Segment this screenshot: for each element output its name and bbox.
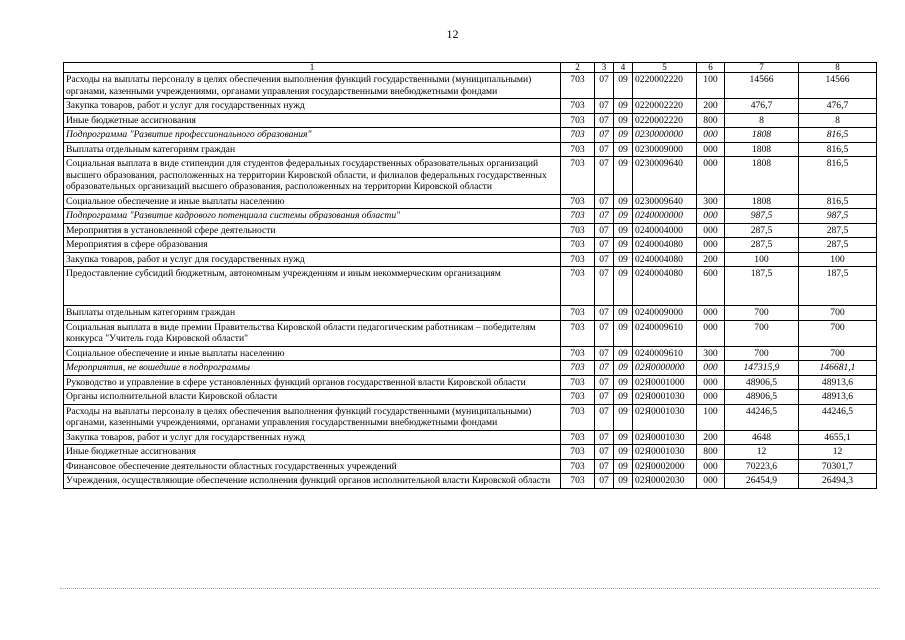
row-name-cell: Выплаты отдельным категориям граждан bbox=[64, 142, 561, 157]
ministry-code-cell: 703 bbox=[561, 157, 595, 195]
amount-year1-cell: 70223,6 bbox=[725, 459, 799, 474]
row-name-cell: Социальное обеспечение и иные выплаты населению bbox=[64, 346, 561, 361]
subsection-code-cell: 09 bbox=[614, 430, 633, 445]
table-row bbox=[64, 194, 877, 209]
target-article-cell: 0220002220 bbox=[633, 73, 697, 99]
amount-year2-cell: 700 bbox=[799, 306, 877, 321]
ministry-code-cell: 703 bbox=[561, 209, 595, 224]
table-row bbox=[64, 390, 877, 405]
expense-type-cell: 000 bbox=[697, 306, 725, 321]
target-article-cell: 0240004080 bbox=[633, 252, 697, 267]
target-article-cell: 0220002220 bbox=[633, 113, 697, 128]
table-row bbox=[64, 157, 877, 195]
amount-year2-cell: 48913,6 bbox=[799, 375, 877, 390]
table-row bbox=[64, 142, 877, 157]
amount-year2-cell: 4655,1 bbox=[799, 430, 877, 445]
header-cell: 1 bbox=[64, 63, 561, 73]
subsection-code-cell: 09 bbox=[614, 238, 633, 253]
header-cell: 3 bbox=[595, 63, 614, 73]
amount-year1-cell: 8 bbox=[725, 113, 799, 128]
amount-year1-cell: 700 bbox=[725, 346, 799, 361]
row-name-cell: Мероприятия в сфере образования bbox=[64, 238, 561, 253]
row-name-cell: Мероприятия, не вошедшие в подпрограммы bbox=[64, 361, 561, 376]
amount-year1-cell: 12 bbox=[725, 445, 799, 460]
target-article-cell: 0240009000 bbox=[633, 306, 697, 321]
row-name-cell: Мероприятия в установленной сфере деятельности bbox=[64, 223, 561, 238]
ministry-code-cell: 703 bbox=[561, 142, 595, 157]
target-article-cell: 02Я0001030 bbox=[633, 445, 697, 460]
row-name-cell: Расходы на выплаты персоналу в целях обеспечения выполнения функций государственными (муниципальными) органами, казенными учреждениями, органами управления государственными внебюджетными фондами bbox=[64, 73, 561, 99]
ministry-code-cell: 703 bbox=[561, 267, 595, 306]
subsection-code-cell: 09 bbox=[614, 361, 633, 376]
amount-year1-cell: 48906,5 bbox=[725, 390, 799, 405]
ministry-code-cell: 703 bbox=[561, 238, 595, 253]
amount-year2-cell: 44246,5 bbox=[799, 404, 877, 430]
target-article-cell: 0240009610 bbox=[633, 320, 697, 346]
subsection-code-cell: 09 bbox=[614, 474, 633, 489]
ministry-code-cell: 703 bbox=[561, 194, 595, 209]
section-code-cell: 07 bbox=[595, 390, 614, 405]
target-article-cell: 0240004080 bbox=[633, 238, 697, 253]
subsection-code-cell: 09 bbox=[614, 128, 633, 143]
target-article-cell: 0240000000 bbox=[633, 209, 697, 224]
table-row bbox=[64, 459, 877, 474]
row-name-cell: Закупка товаров, работ и услуг для государственных нужд bbox=[64, 99, 561, 114]
section-code-cell: 07 bbox=[595, 346, 614, 361]
expense-type-cell: 000 bbox=[697, 157, 725, 195]
amount-year1-cell: 987,5 bbox=[725, 209, 799, 224]
amount-year1-cell: 700 bbox=[725, 306, 799, 321]
section-code-cell: 07 bbox=[595, 404, 614, 430]
header-cell: 7 bbox=[725, 63, 799, 73]
table-row bbox=[64, 113, 877, 128]
amount-year2-cell: 816,5 bbox=[799, 128, 877, 143]
target-article-cell: 02Я0000000 bbox=[633, 361, 697, 376]
row-name-cell: Иные бюджетные ассигнования bbox=[64, 445, 561, 460]
section-code-cell: 07 bbox=[595, 306, 614, 321]
section-code-cell: 07 bbox=[595, 361, 614, 376]
subsection-code-cell: 09 bbox=[614, 375, 633, 390]
expense-type-cell: 000 bbox=[697, 459, 725, 474]
subsection-code-cell: 09 bbox=[614, 194, 633, 209]
target-article-cell: 0230009640 bbox=[633, 157, 697, 195]
ministry-code-cell: 703 bbox=[561, 252, 595, 267]
table-row bbox=[64, 430, 877, 445]
ministry-code-cell: 703 bbox=[561, 375, 595, 390]
amount-year2-cell: 700 bbox=[799, 346, 877, 361]
row-name-cell: Социальная выплата в виде премии Правительства Кировской области педагогическим работникам – победителям конкурса "Учитель года Кировской области" bbox=[64, 320, 561, 346]
expense-type-cell: 800 bbox=[697, 445, 725, 460]
amount-year2-cell: 12 bbox=[799, 445, 877, 460]
amount-year2-cell: 700 bbox=[799, 320, 877, 346]
row-name-cell: Руководство и управление в сфере установленных функций органов государственной власти Кировской области bbox=[64, 375, 561, 390]
subsection-code-cell: 09 bbox=[614, 390, 633, 405]
subsection-code-cell: 09 bbox=[614, 113, 633, 128]
target-article-cell: 0240004000 bbox=[633, 223, 697, 238]
amount-year2-cell: 26494,3 bbox=[799, 474, 877, 489]
amount-year1-cell: 147315,9 bbox=[725, 361, 799, 376]
header-row bbox=[64, 63, 877, 73]
section-code-cell: 07 bbox=[595, 128, 614, 143]
expense-type-cell: 100 bbox=[697, 73, 725, 99]
section-code-cell: 07 bbox=[595, 375, 614, 390]
target-article-cell: 02Я0001030 bbox=[633, 404, 697, 430]
row-name-cell: Предоставление субсидий бюджетным, автономным учреждениям и иным некоммерческим организациям bbox=[64, 267, 561, 306]
expense-type-cell: 800 bbox=[697, 113, 725, 128]
ministry-code-cell: 703 bbox=[561, 459, 595, 474]
expense-type-cell: 000 bbox=[697, 390, 725, 405]
amount-year2-cell: 816,5 bbox=[799, 194, 877, 209]
target-article-cell: 02Я0002030 bbox=[633, 474, 697, 489]
ministry-code-cell: 703 bbox=[561, 306, 595, 321]
section-code-cell: 07 bbox=[595, 99, 614, 114]
table-row bbox=[64, 209, 877, 224]
amount-year1-cell: 287,5 bbox=[725, 223, 799, 238]
amount-year1-cell: 1808 bbox=[725, 194, 799, 209]
section-code-cell: 07 bbox=[595, 223, 614, 238]
section-code-cell: 07 bbox=[595, 113, 614, 128]
amount-year1-cell: 1808 bbox=[725, 157, 799, 195]
amount-year1-cell: 14566 bbox=[725, 73, 799, 99]
header-cell: 2 bbox=[561, 63, 595, 73]
table-row bbox=[64, 361, 877, 376]
subsection-code-cell: 09 bbox=[614, 223, 633, 238]
row-name-cell: Подпрограмма "Развитие кадрового потенциала системы образования области" bbox=[64, 209, 561, 224]
row-name-cell: Социальная выплата в виде стипендии для студентов федеральных государственных образовательных организаций высшего образования, расположенных на территории Кировской области, и филиалов федеральных государственных образовательных организаций высшего образования, расположенных на территории Кировской области bbox=[64, 157, 561, 195]
target-article-cell: 02Я0001030 bbox=[633, 430, 697, 445]
amount-year2-cell: 816,5 bbox=[799, 157, 877, 195]
section-code-cell: 07 bbox=[595, 430, 614, 445]
row-name-cell: Расходы на выплаты персоналу в целях обеспечения выполнения функций государственными (муниципальными) органами, казенными учреждениями, органами управления государственными внебюджетными фондами bbox=[64, 404, 561, 430]
amount-year1-cell: 4648 bbox=[725, 430, 799, 445]
table-row bbox=[64, 73, 877, 99]
amount-year2-cell: 100 bbox=[799, 252, 877, 267]
amount-year2-cell: 70301,7 bbox=[799, 459, 877, 474]
section-code-cell: 07 bbox=[595, 459, 614, 474]
expense-type-cell: 000 bbox=[697, 142, 725, 157]
amount-year2-cell: 987,5 bbox=[799, 209, 877, 224]
table-row bbox=[64, 474, 877, 489]
amount-year1-cell: 44246,5 bbox=[725, 404, 799, 430]
budget-table bbox=[63, 62, 877, 489]
expense-type-cell: 200 bbox=[697, 430, 725, 445]
ministry-code-cell: 703 bbox=[561, 320, 595, 346]
expense-type-cell: 000 bbox=[697, 320, 725, 346]
ministry-code-cell: 703 bbox=[561, 361, 595, 376]
expense-type-cell: 000 bbox=[697, 238, 725, 253]
expense-type-cell: 600 bbox=[697, 267, 725, 306]
ministry-code-cell: 703 bbox=[561, 128, 595, 143]
row-name-cell: Учреждения, осуществляющие обеспечение исполнения функций органов исполнительной власти Кировской области bbox=[64, 474, 561, 489]
amount-year2-cell: 287,5 bbox=[799, 223, 877, 238]
amount-year1-cell: 48906,5 bbox=[725, 375, 799, 390]
table-row bbox=[64, 404, 877, 430]
table-row bbox=[64, 346, 877, 361]
ministry-code-cell: 703 bbox=[561, 430, 595, 445]
table-row bbox=[64, 320, 877, 346]
subsection-code-cell: 09 bbox=[614, 320, 633, 346]
expense-type-cell: 000 bbox=[697, 209, 725, 224]
subsection-code-cell: 09 bbox=[614, 306, 633, 321]
row-name-cell: Социальное обеспечение и иные выплаты населению bbox=[64, 194, 561, 209]
amount-year2-cell: 48913,6 bbox=[799, 390, 877, 405]
amount-year1-cell: 187,5 bbox=[725, 267, 799, 306]
amount-year2-cell: 816,5 bbox=[799, 142, 877, 157]
subsection-code-cell: 09 bbox=[614, 346, 633, 361]
table-row bbox=[64, 306, 877, 321]
header-cell: 4 bbox=[614, 63, 633, 73]
expense-type-cell: 000 bbox=[697, 223, 725, 238]
header-cell: 8 bbox=[799, 63, 877, 73]
amount-year1-cell: 287,5 bbox=[725, 238, 799, 253]
ministry-code-cell: 703 bbox=[561, 73, 595, 99]
expense-type-cell: 100 bbox=[697, 404, 725, 430]
row-name-cell: Закупка товаров, работ и услуг для государственных нужд bbox=[64, 252, 561, 267]
amount-year2-cell: 187,5 bbox=[799, 267, 877, 306]
table-row bbox=[64, 375, 877, 390]
target-article-cell: 0230009640 bbox=[633, 194, 697, 209]
row-name-cell: Закупка товаров, работ и услуг для государственных нужд bbox=[64, 430, 561, 445]
target-article-cell: 0240009610 bbox=[633, 346, 697, 361]
amount-year2-cell: 287,5 bbox=[799, 238, 877, 253]
table-row bbox=[64, 99, 877, 114]
ministry-code-cell: 703 bbox=[561, 99, 595, 114]
amount-year2-cell: 476,7 bbox=[799, 99, 877, 114]
section-code-cell: 07 bbox=[595, 73, 614, 99]
expense-type-cell: 300 bbox=[697, 194, 725, 209]
target-article-cell: 0240004080 bbox=[633, 267, 697, 306]
subsection-code-cell: 09 bbox=[614, 459, 633, 474]
subsection-code-cell: 09 bbox=[614, 209, 633, 224]
target-article-cell: 02Я0001000 bbox=[633, 375, 697, 390]
ministry-code-cell: 703 bbox=[561, 404, 595, 430]
section-code-cell: 07 bbox=[595, 267, 614, 306]
header-cell: 5 bbox=[633, 63, 697, 73]
amount-year1-cell: 700 bbox=[725, 320, 799, 346]
ministry-code-cell: 703 bbox=[561, 390, 595, 405]
subsection-code-cell: 09 bbox=[614, 73, 633, 99]
page-number: 12 bbox=[446, 27, 459, 41]
expense-type-cell: 000 bbox=[697, 474, 725, 489]
section-code-cell: 07 bbox=[595, 157, 614, 195]
expense-type-cell: 300 bbox=[697, 346, 725, 361]
row-name-cell: Финансовое обеспечение деятельности областных государственных учреждений bbox=[64, 459, 561, 474]
expense-type-cell: 000 bbox=[697, 128, 725, 143]
section-code-cell: 07 bbox=[595, 142, 614, 157]
target-article-cell: 0220002220 bbox=[633, 99, 697, 114]
amount-year2-cell: 8 bbox=[799, 113, 877, 128]
section-code-cell: 07 bbox=[595, 252, 614, 267]
subsection-code-cell: 09 bbox=[614, 157, 633, 195]
subsection-code-cell: 09 bbox=[614, 252, 633, 267]
row-name-cell: Органы исполнительной власти Кировской области bbox=[64, 390, 561, 405]
target-article-cell: 02Я0001030 bbox=[633, 390, 697, 405]
table-row bbox=[64, 128, 877, 143]
table-row bbox=[64, 267, 877, 306]
expense-type-cell: 000 bbox=[697, 361, 725, 376]
target-article-cell: 02Я0002000 bbox=[633, 459, 697, 474]
amount-year1-cell: 26454,9 bbox=[725, 474, 799, 489]
expense-type-cell: 200 bbox=[697, 99, 725, 114]
target-article-cell: 0230009000 bbox=[633, 142, 697, 157]
table-body bbox=[64, 73, 877, 489]
ministry-code-cell: 703 bbox=[561, 445, 595, 460]
amount-year1-cell: 100 bbox=[725, 252, 799, 267]
ministry-code-cell: 703 bbox=[561, 223, 595, 238]
subsection-code-cell: 09 bbox=[614, 404, 633, 430]
table-row bbox=[64, 238, 877, 253]
header-cell: 6 bbox=[697, 63, 725, 73]
amount-year1-cell: 1808 bbox=[725, 142, 799, 157]
section-code-cell: 07 bbox=[595, 194, 614, 209]
subsection-code-cell: 09 bbox=[614, 445, 633, 460]
subsection-code-cell: 09 bbox=[614, 99, 633, 114]
ministry-code-cell: 703 bbox=[561, 474, 595, 489]
section-code-cell: 07 bbox=[595, 209, 614, 224]
table-row bbox=[64, 445, 877, 460]
section-code-cell: 07 bbox=[595, 474, 614, 489]
expense-type-cell: 200 bbox=[697, 252, 725, 267]
table-row bbox=[64, 252, 877, 267]
row-name-cell: Подпрограмма "Развитие профессионального образования" bbox=[64, 128, 561, 143]
page-edge-mark bbox=[60, 588, 880, 590]
amount-year1-cell: 476,7 bbox=[725, 99, 799, 114]
target-article-cell: 0230000000 bbox=[633, 128, 697, 143]
subsection-code-cell: 09 bbox=[614, 142, 633, 157]
section-code-cell: 07 bbox=[595, 238, 614, 253]
amount-year2-cell: 146681,1 bbox=[799, 361, 877, 376]
expense-type-cell: 000 bbox=[697, 375, 725, 390]
section-code-cell: 07 bbox=[595, 445, 614, 460]
row-name-cell: Иные бюджетные ассигнования bbox=[64, 113, 561, 128]
amount-year1-cell: 1808 bbox=[725, 128, 799, 143]
row-name-cell: Выплаты отдельным категориям граждан bbox=[64, 306, 561, 321]
subsection-code-cell: 09 bbox=[614, 267, 633, 306]
table-row bbox=[64, 223, 877, 238]
section-code-cell: 07 bbox=[595, 320, 614, 346]
ministry-code-cell: 703 bbox=[561, 113, 595, 128]
ministry-code-cell: 703 bbox=[561, 346, 595, 361]
amount-year2-cell: 14566 bbox=[799, 73, 877, 99]
